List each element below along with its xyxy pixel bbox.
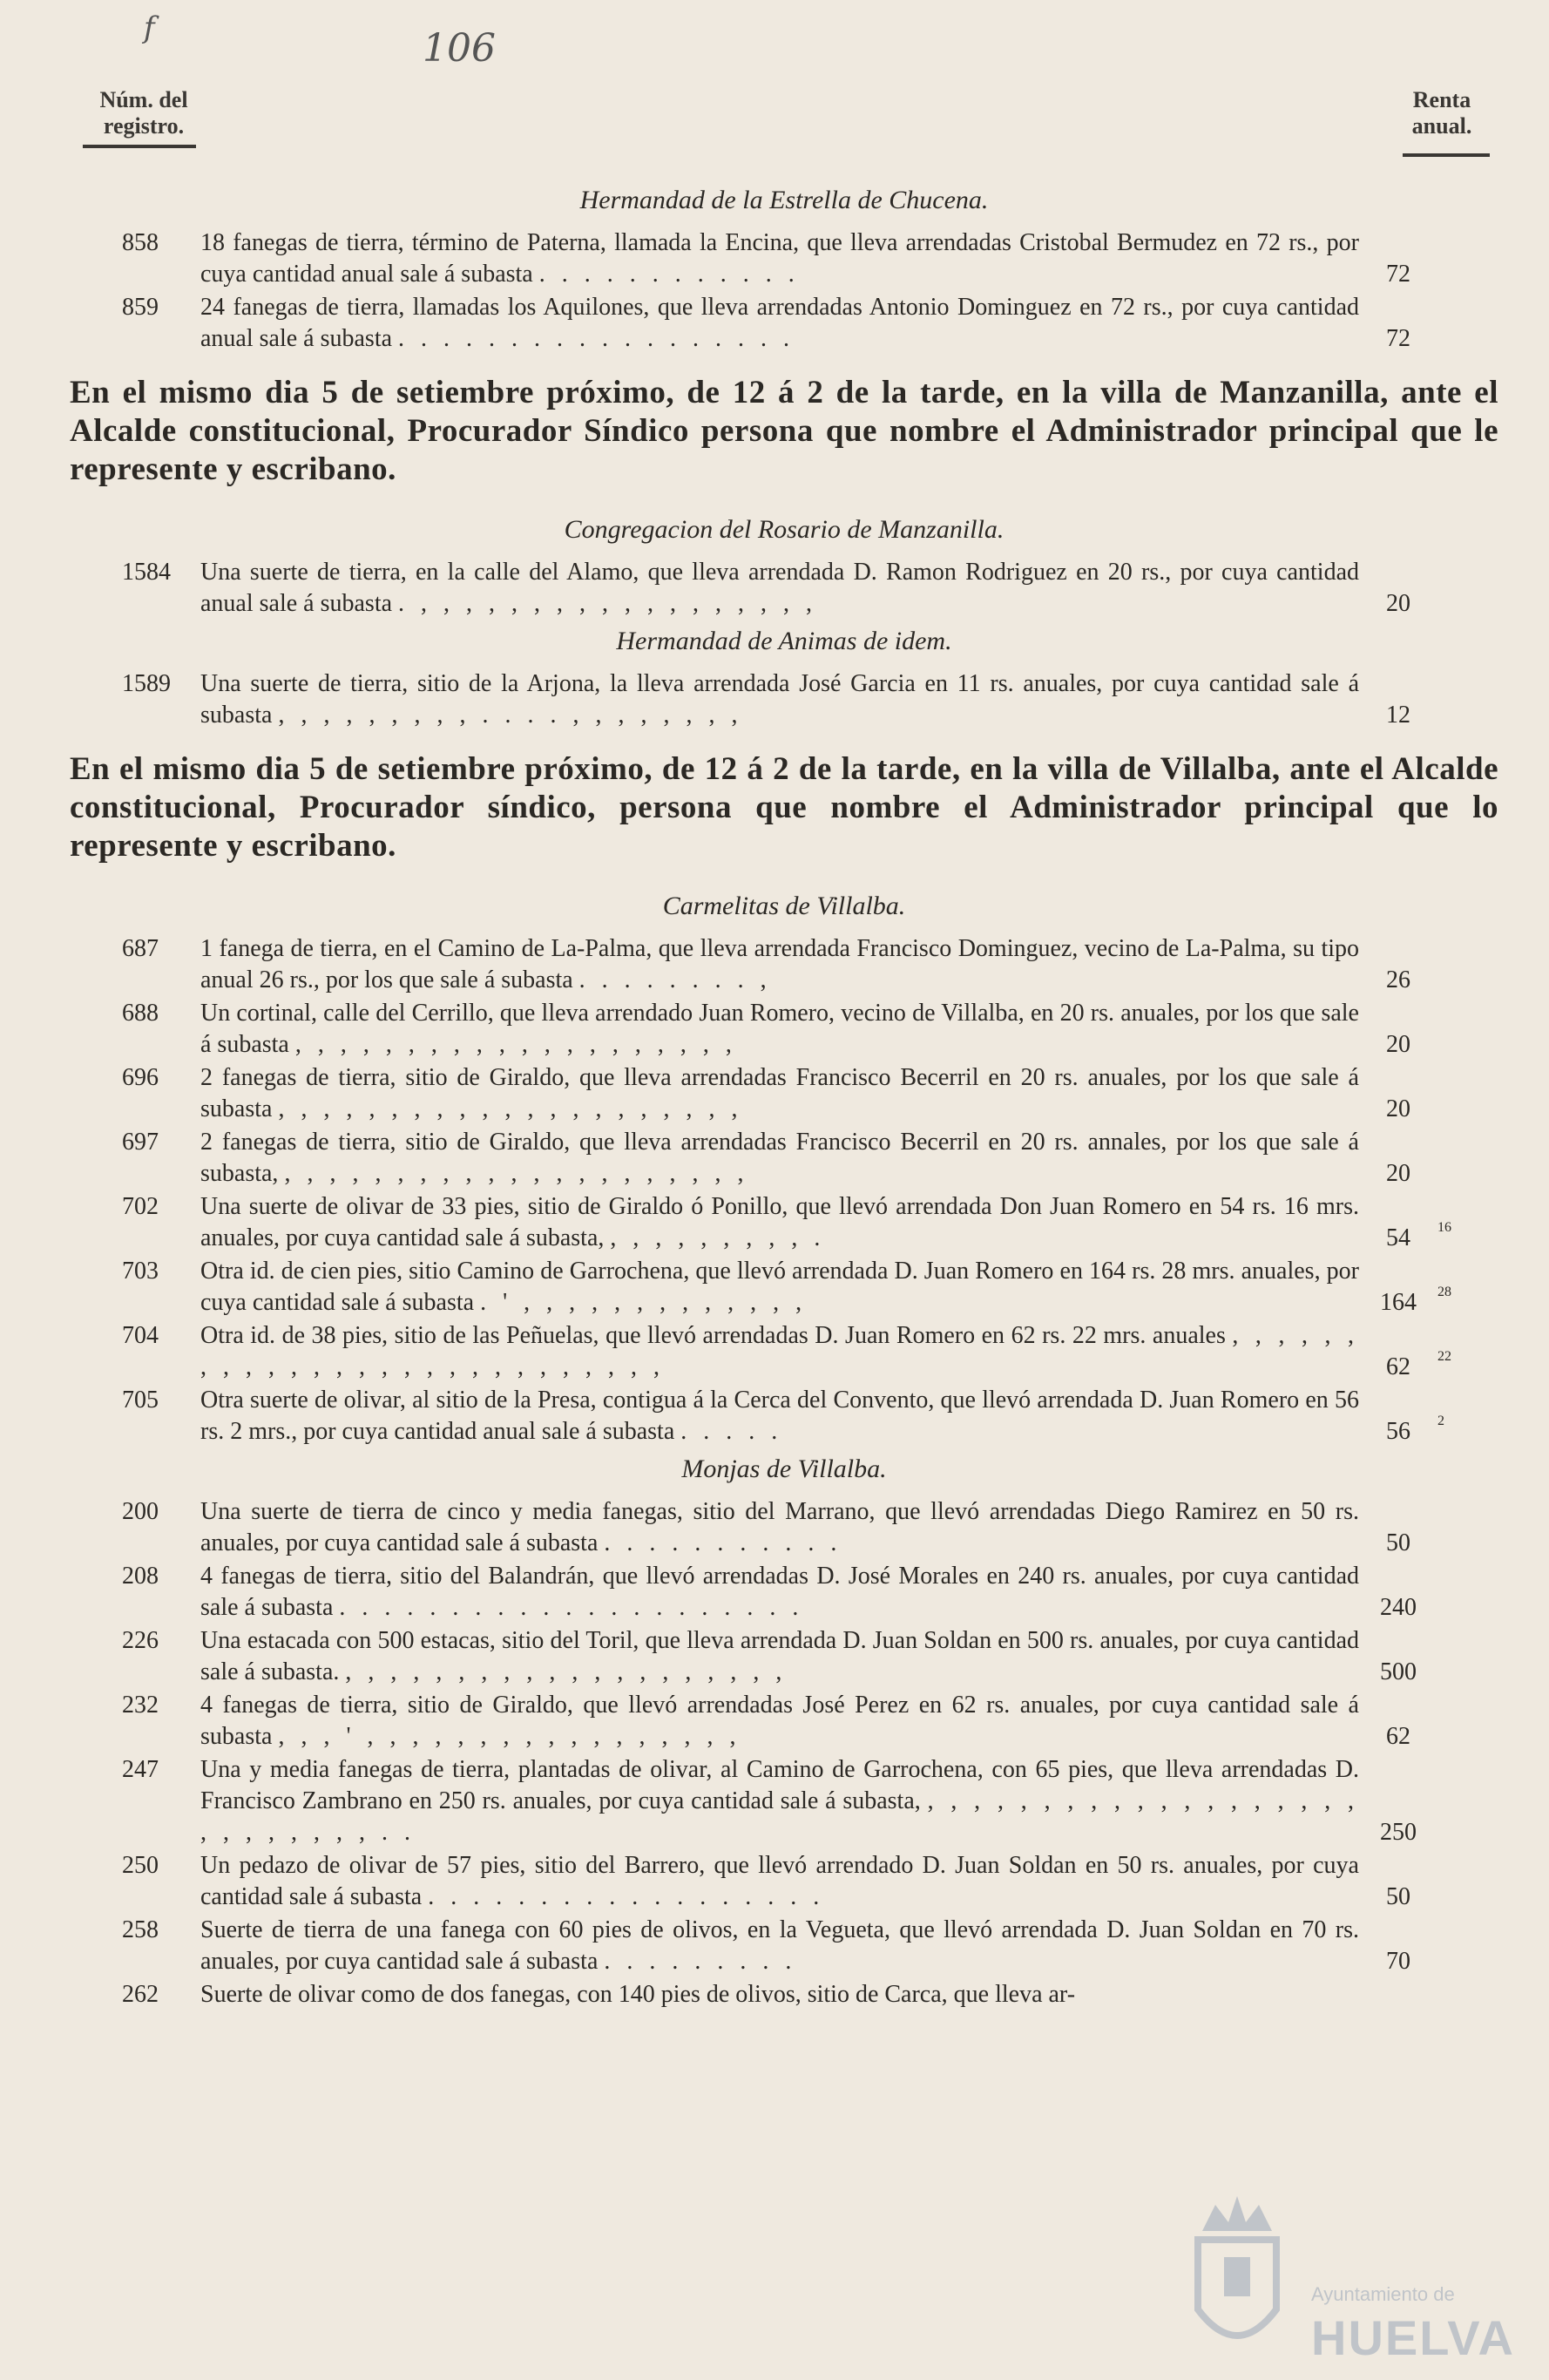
register-number: 705 <box>122 1387 159 1414</box>
rent-maravedis <box>1437 1613 1472 1624</box>
dot-leader: , , , , , , , , , , , , , , , , , , , , <box>294 1031 737 1058</box>
handwritten-page-number: 106 <box>423 26 496 71</box>
entry-description: 24 fanegas de tierra, llamadas los Aquilones, que lleva arrendadas Antonio Dominguez en 72 rs., por cuya cantidad anual sale á subasta . . . . . . . . . . . . . . . . . . <box>200 294 1359 352</box>
entry-description: 4 fanegas de tierra, sitio del Balandrán, que llevó arrendadas D. José Morales en 240 rs. anuales, por cuya cantidad sale á subasta . . . . . . . . . . . . . . . . . . . . . <box>200 1563 1359 1621</box>
annual-rent: 20 <box>1386 1031 1410 1058</box>
rent-maravedis <box>1437 1179 1472 1190</box>
annual-rent: 250 <box>1380 1819 1417 1846</box>
entry-description: Otra id. de 38 pies, sitio de las Peñuelas, que llevó arrendadas D. Juan Romero en 62 rs. 22 mrs. anuales , , , , , , , , , , , , , , , , , , , , , , , , , , , <box>200 1322 1360 1380</box>
rent-maravedis <box>1437 986 1472 996</box>
register-number: 250 <box>122 1852 159 1879</box>
register-entry <box>70 1754 1498 1848</box>
dot-leader: , , , , , , , , , , , , , , , , , , , , <box>345 1658 788 1685</box>
entry-description: Otra suerte de olivar, al sitio de la Presa, contigua á la Cerca del Convento, que llevó arrendada D. Juan Romero en 56 rs. 2 mrs., por cuya cantidad anual sale á subasta . . . . . <box>200 1387 1359 1445</box>
dot-leader: , , , , , , , , , , , , , , , , , , , , , <box>284 1160 749 1187</box>
rent-maravedis <box>1437 1742 1472 1753</box>
annual-rent: 62 <box>1386 1353 1410 1380</box>
annual-rent: 20 <box>1386 590 1410 617</box>
register-number: 687 <box>122 935 159 962</box>
rent-maravedis <box>1437 1115 1472 1125</box>
auction-notice: En el mismo dia 5 de setiembre próximo, de 12 á 2 de la tarde, en la villa de Manzanilla, ante el Alcalde constitucional, Procurador Síndico persona que nombre el Administrador principal que le represente y escribano. <box>70 375 1498 487</box>
register-number: 696 <box>122 1064 159 1091</box>
entry-description: Una y media fanegas de tierra, plantadas de olivar, al Camino de Garrochena, con 65 pies, que lleva arrendadas D. Francisco Zambrano en 250 rs. anuales, por cuya cantidad sale á subasta, , , , , , , , , , , , , , , , , , , , , , , , , , , , . . <box>200 1756 1360 1846</box>
register-entry <box>70 1127 1498 1190</box>
annual-rent: 54 <box>1386 1224 1410 1251</box>
dot-leader: , , , , , , , , , , , , , , , , , , , , , <box>278 1095 743 1122</box>
entry-description: Suerte de tierra de una fanega con 60 pies de olivos, en la Vegueta, que llevó arrendada D. Juan Soldan en 70 rs. anuales, por cuya cantidad sale á subasta . . . . . . . . . <box>200 1916 1359 1975</box>
entry-description: Una suerte de tierra de cinco y media fanegas, sitio del Marrano, que llevó arrendadas Diego Ramirez en 50 rs. anuales, por cuya cantidad sale á subasta . . . . . . . . . . . <box>200 1498 1359 1556</box>
dot-leader: . . . . . . . . , <box>578 966 772 993</box>
register-number: 1589 <box>122 670 171 697</box>
entry-description: 18 fanegas de tierra, término de Paterna, llamada la Encina, que lleva arrendadas Cristobal Bermudez en 72 rs., por cuya cantidad anual sale á subasta . . . . . . . . . . . . <box>200 229 1359 288</box>
entry-description: Una suerte de tierra, sitio de la Arjona, la lleva arrendada José Garcia en 11 rs. anuales, por cuya cantidad sale á subasta , , , , , , , , , . . . . , , , , , , , , <box>200 670 1359 729</box>
section-title: Monjas de Villalba. <box>681 1454 887 1483</box>
register-entry <box>70 557 1498 620</box>
dot-leader: . . . . . . . . . . . <box>604 1529 842 1556</box>
rent-maravedis: 16 <box>1437 1220 1451 1235</box>
rent-maravedis <box>1437 2000 1472 2010</box>
rent-maravedis <box>1437 1838 1472 1848</box>
header-rule-left <box>83 145 196 148</box>
register-number: 858 <box>122 229 159 256</box>
annual-rent: 500 <box>1380 1658 1417 1685</box>
section-title: Congregacion del Rosario de Manzanilla. <box>564 515 1004 544</box>
register-entry <box>70 1062 1498 1125</box>
dot-leader: , , , , , , , , , . . . . , , , , , , , , <box>278 702 743 729</box>
dot-leader: . . . . . . . . . . . . . . . . . . <box>428 1883 825 1910</box>
dot-leader: , , , ' , , , , , , , , , , , , , , , , , <box>278 1723 741 1750</box>
entry-description: Una suerte de tierra, en la calle del Alamo, que lleva arrendada D. Ramon Rodriguez en 20 rs., por cuya cantidad anual sale á subasta . , , , , , , , , , , , , , , , , , , <box>200 559 1359 617</box>
auction-notice: En el mismo dia 5 de setiembre próximo, de 12 á 2 de la tarde, en la villa de Villalba, ante el Alcalde constitucional, Procurador síndico, persona que nombre el Administrador principal que lo represente y escribano. <box>70 751 1498 864</box>
register-number: 258 <box>122 1916 159 1943</box>
annual-rent: 164 <box>1380 1289 1417 1316</box>
register-entry <box>70 227 1498 290</box>
register-entry <box>70 1979 1498 2010</box>
register-number: 247 <box>122 1756 159 1783</box>
watermark-text-large: HUELVA <box>1311 2310 1515 2365</box>
dot-leader: . ' , , , , , , , , , , , , , <box>480 1289 808 1316</box>
watermark-text-small: Ayuntamiento de <box>1311 2283 1455 2305</box>
rent-maravedis <box>1437 280 1472 290</box>
section-title: Hermandad de Animas de idem. <box>616 627 952 655</box>
register-entry <box>70 668 1498 731</box>
annual-rent: 50 <box>1386 1883 1410 1910</box>
dot-leader: . . . . . . . . . <box>604 1948 797 1975</box>
annual-rent: 50 <box>1386 1529 1410 1556</box>
watermark-logo <box>1185 2196 1515 2370</box>
register-entry <box>70 998 1498 1061</box>
entry-description: Una estacada con 500 estacas, sitio del Toril, que lleva arrendada D. Juan Soldan en 500 rs. anuales, por cuya cantidad sale á subasta. , , , , , , , , , , , , , , , , , , , , <box>200 1627 1359 1685</box>
entry-description: Suerte de olivar como de dos fanegas, con 140 pies de olivos, sitio de Carca, que lleva ar- <box>200 1981 1076 2008</box>
register-entry <box>70 1256 1498 1319</box>
register-number: 232 <box>122 1692 159 1719</box>
register-number: 1584 <box>122 559 171 586</box>
section-title: Hermandad de la Estrella de Chucena. <box>579 186 989 214</box>
rent-maravedis: 28 <box>1437 1285 1451 1299</box>
handwritten-mark: f <box>144 10 155 45</box>
register-entry <box>70 1385 1498 1448</box>
entry-description: Un cortinal, calle del Cerrillo, que lleva arrendado Juan Romero, vecino de Villalba, en 20 rs. anuales, por los que sale á subasta , , , , , , , , , , , , , , , , , , , , <box>200 1000 1359 1058</box>
register-entry <box>70 1496 1498 1559</box>
document-body <box>70 179 1498 2012</box>
register-number: 697 <box>122 1129 159 1156</box>
dot-leader: , , , , , , , , , , , , , , , , , , , , , , , , , , , <box>200 1322 1360 1380</box>
annual-rent: 12 <box>1386 702 1410 729</box>
register-number: 200 <box>122 1498 159 1525</box>
dot-leader: . . . . . . . . . . . . <box>538 261 800 288</box>
entry-description: Un pedazo de olivar de 57 pies, sitio del Barrero, que llevó arrendado D. Juan Soldan en 50 rs. anuales, por cuya cantidad sale á subasta . . . . . . . . . . . . . . . . . . <box>200 1852 1359 1910</box>
entry-description: 2 fanegas de tierra, sitio de Giraldo, que lleva arrendadas Francisco Becerril en 20 rs. annales, por los que sale á subasta, , , , , , , , , , , , , , , , , , , , , , <box>200 1129 1359 1187</box>
annual-rent: 20 <box>1386 1160 1410 1187</box>
dot-leader: . . . . . . . . . . . . . . . . . . . . . <box>339 1594 804 1621</box>
rent-maravedis <box>1437 609 1472 620</box>
rent-maravedis <box>1437 344 1472 355</box>
annual-rent: 240 <box>1380 1594 1417 1621</box>
register-number: 859 <box>122 294 159 321</box>
entry-description: Otra id. de cien pies, sitio Camino de Garrochena, que llevó arrendada D. Juan Romero en 164 rs. 28 mrs. anuales, por cuya cantidad sale á subasta . ' , , , , , , , , , , , , , <box>200 1258 1359 1316</box>
register-number: 226 <box>122 1627 159 1654</box>
rent-maravedis <box>1437 1549 1472 1559</box>
rent-maravedis <box>1437 1967 1472 1977</box>
register-entry <box>70 1625 1498 1688</box>
rent-maravedis <box>1437 1050 1472 1061</box>
dot-leader: , , , , , , , , , . <box>610 1224 826 1251</box>
annual-rent: 72 <box>1386 261 1410 288</box>
annual-rent: 62 <box>1386 1723 1410 1750</box>
dot-leader: , , , , , , , , , , , , , , , , , , , , , , , , , , , . . <box>200 1787 1360 1846</box>
entry-description: 2 fanegas de tierra, sitio de Giraldo, que lleva arrendadas Francisco Becerril en 20 rs. anuales, por los que sale á subasta , , , , , , , , , , , , , , , , , , , , , <box>200 1064 1359 1122</box>
register-number: 703 <box>122 1258 159 1285</box>
header-rule-right <box>1403 153 1490 157</box>
section-title: Carmelitas de Villalba. <box>662 892 906 920</box>
register-entry <box>70 1561 1498 1624</box>
rent-maravedis <box>1437 1902 1472 1913</box>
annual-rent: 70 <box>1386 1948 1410 1975</box>
register-entry <box>70 933 1498 996</box>
rent-maravedis <box>1437 1678 1472 1688</box>
register-entry <box>70 1850 1498 1913</box>
entry-description: Una suerte de olivar de 33 pies, sitio de Giraldo ó Ponillo, que llevó arrendada Don Juan Romero en 54 rs. 16 mrs. anuales, por cuya cantidad sale á subasta, , , , , , , , , , . <box>200 1193 1359 1251</box>
column-header-registro: Núm. del registro. <box>99 87 188 139</box>
register-number: 702 <box>122 1193 159 1220</box>
register-entry <box>70 1191 1498 1254</box>
register-number: 688 <box>122 1000 159 1027</box>
rent-maravedis: 22 <box>1437 1349 1451 1364</box>
annual-rent: 26 <box>1386 966 1410 993</box>
crown-shield-icon <box>1185 2196 1289 2362</box>
dot-leader: . , , , , , , , , , , , , , , , , , , <box>398 590 818 617</box>
entry-description: 4 fanegas de tierra, sitio de Giraldo, que llevó arrendadas José Perez en 62 rs. anuales, por cuya cantidad sale á subasta , , , ' , , , , , , , , , , , , , , , , , <box>200 1692 1359 1750</box>
dot-leader: . . . . . . . . . . . . . . . . . . <box>398 325 795 352</box>
annual-rent: 72 <box>1386 325 1410 352</box>
column-header-renta: Renta anual. <box>1411 87 1472 139</box>
entry-description: 1 fanega de tierra, en el Camino de La-Palma, que lleva arrendada Francisco Dominguez, vecino de La-Palma, su tipo anual 26 rs., por los que sale á subasta . . . . . . . . , <box>200 935 1359 993</box>
annual-rent: 20 <box>1386 1095 1410 1122</box>
rent-maravedis: 2 <box>1437 1414 1444 1428</box>
register-number: 704 <box>122 1322 159 1349</box>
annual-rent: 56 <box>1386 1418 1410 1445</box>
register-entry <box>70 1320 1498 1383</box>
register-number: 262 <box>122 1981 159 2008</box>
register-entry <box>70 1690 1498 1753</box>
register-number: 208 <box>122 1563 159 1590</box>
register-entry <box>70 292 1498 355</box>
rent-maravedis <box>1437 721 1472 731</box>
dot-leader: . . . . . <box>680 1418 783 1445</box>
register-entry <box>70 1915 1498 1977</box>
